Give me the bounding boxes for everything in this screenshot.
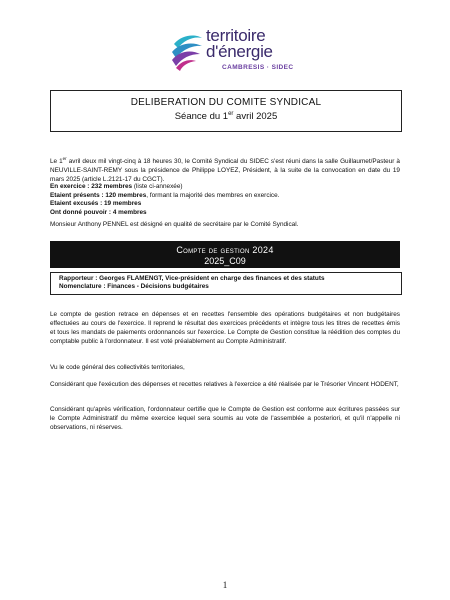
rapporteur-line: Rapporteur : Georges FLAMENGT, Vice-président en charge des finances et des statuts bbox=[59, 275, 325, 282]
logo-line-1: territoire bbox=[206, 26, 266, 45]
attendance-block bbox=[50, 183, 400, 217]
attendance-pouvoir: Ont donné pouvoir : 4 membres bbox=[50, 208, 147, 216]
section-code: 2025_C09 bbox=[204, 256, 246, 266]
body-paragraph-2: Vu le code général des collectivités territoriales, bbox=[50, 364, 185, 371]
deliberation-header bbox=[50, 90, 402, 132]
attendance-exercice: En exercice : 232 membres (liste ci-annexée) bbox=[50, 183, 183, 190]
secretary-paragraph: Monsieur Anthony PENNEL est désigné en qualité de secrétaire par le Comité Syndical. bbox=[50, 221, 299, 228]
organisation-logo bbox=[170, 26, 300, 76]
page-number: 1 bbox=[222, 580, 228, 590]
body-paragraph-1: Le compte de gestion retrace en dépenses et en recettes l'ensemble des opérations budgétaires et non budgétaires effectuées au cours de l'exercice. Il reprend le résultat des exercices précédents et intègre tous les titres de recettes émis et tous les mandats de paiements ordonnancés sur l'exercice. Le Compte de Gestion constitue la réédition des comptes du comptable public à l'ordonnateur. Il est voté préalablement au Compte Administratif. bbox=[50, 311, 400, 345]
logo-line-2: d'énergie bbox=[206, 42, 273, 61]
section-title: Compte de gestion 2024 bbox=[176, 245, 274, 255]
attendance-excuses: Etaient excusés : 19 membres bbox=[50, 200, 142, 208]
rapporteur-box bbox=[50, 272, 402, 295]
section-banner bbox=[50, 241, 400, 268]
deliberation-title: DELIBERATION DU COMITE SYNDICAL bbox=[130, 97, 322, 108]
logo-subtitle: CAMBRESIS · SIDEC bbox=[222, 64, 294, 71]
attendance-presents: Etaient présents : 120 membres, formant la majorité des membres en exercice. bbox=[50, 191, 280, 199]
energy-swirl-icon bbox=[170, 30, 204, 72]
seance-date: Séance du 1er avril 2025 bbox=[174, 111, 278, 123]
nomenclature-line: Nomenclature : Finances - Décisions budgétaires bbox=[59, 283, 209, 290]
body-paragraph-3: Considérant que l'exécution des dépenses et recettes relatives à l'exercice a été réalisée par le Trésorier Vincent HODENT, bbox=[50, 381, 399, 388]
body-paragraph-4: Considérant qu'après vérification, l'ordonnateur certifie que le Compte de Gestion est conforme aux écritures passées sur le Compte Administratif du même exercice lequel sera soumis au vote de l'assemblée a posteriori, et qu'il n'appelle ni observations, ni réserves. bbox=[50, 406, 400, 431]
logo-wordmark bbox=[206, 28, 273, 60]
intro-paragraph: Le 1er avril deux mil vingt-cinq à 18 heures 30, le Comité Syndical du SIDEC s'est réuni dans la salle Guillaumet/Pasteur à NEUVILLE-SAINT-REMY sous la présidence de Philippe LOYEZ, Président, à la suite de la convocation en date du 19 mars 2025 (article L.2121-17 du CGCT). bbox=[50, 156, 400, 184]
